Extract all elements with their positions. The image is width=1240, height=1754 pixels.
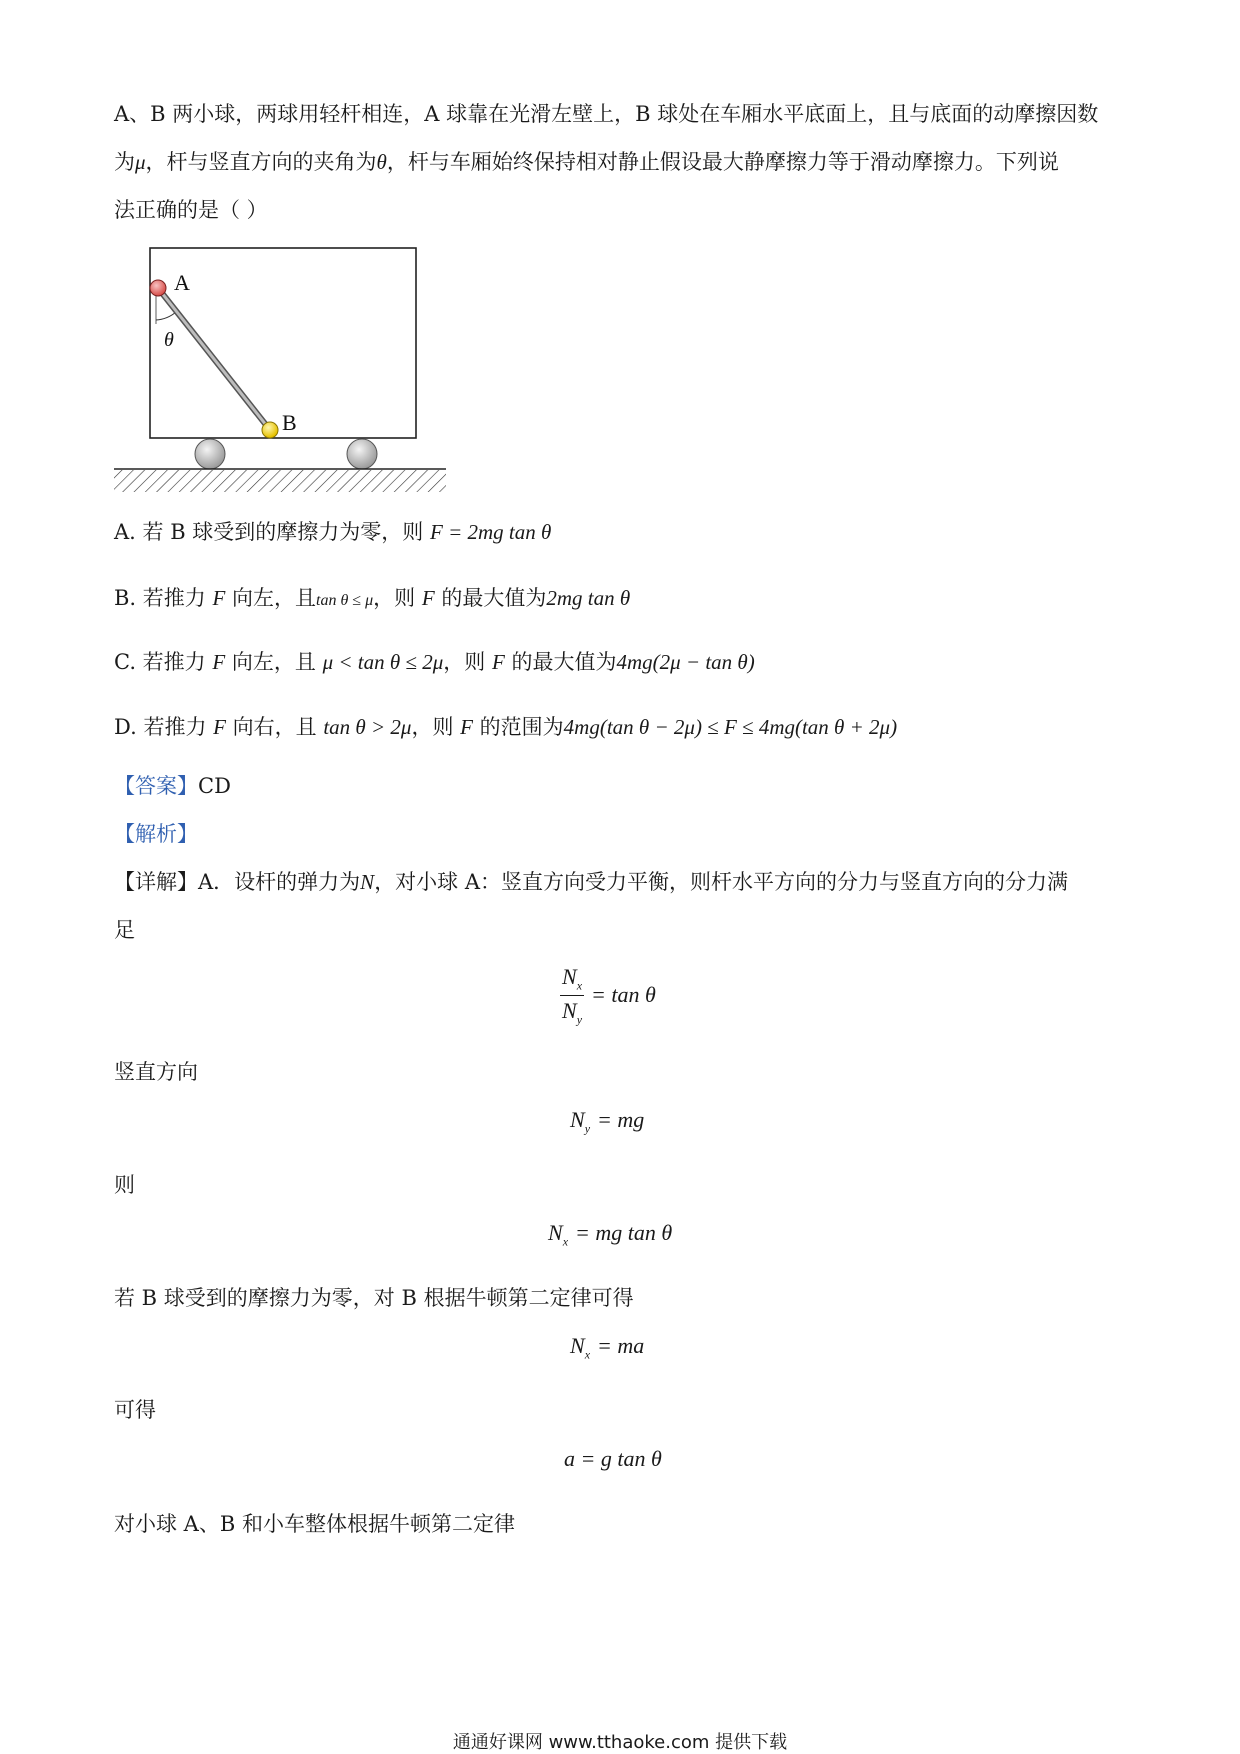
stem-text: ，杆与车厢始终保持相对静止假设最大静摩擦力等于滑动摩擦力。下列说: [386, 150, 1059, 174]
text-then: 则: [114, 1173, 135, 1197]
option-a: A. 若 B 球受到的摩擦力为零，则 F = 2mg tan θ: [114, 520, 552, 544]
option-d: D. 若推力 F 向右，且 tan θ > 2μ，则 F 的范围为4mg(tan θ − 2μ) ≤ F ≤ 4mg(tan θ + 2μ): [114, 715, 898, 739]
question-stem-line-2: [114, 146, 1059, 176]
text-last: 对小球 A、B 和小车整体根据牛顿第二定律: [114, 1512, 515, 1536]
equation-3: $N_x$ = mg tan θ: [548, 1220, 673, 1249]
stem-text: 为: [114, 150, 135, 174]
ground-hatch: [114, 470, 446, 492]
option-b-condition: tan θ ≤ μ: [316, 592, 374, 609]
answer-value: CD: [198, 774, 231, 798]
ball-a: [150, 280, 166, 296]
detail-line-2: 足: [114, 918, 135, 942]
theta-symbol: θ: [376, 150, 387, 174]
question-stem-line-1: A、B 两小球，两球用轻杆相连，A 球靠在光滑左壁上，B 球处在车厢水平底面上，且与底面的动摩擦因数: [114, 102, 1099, 126]
wheel-left: [195, 439, 225, 469]
equation-4: $N_x$ = ma: [570, 1333, 645, 1362]
mu-symbol: μ: [135, 150, 146, 174]
option-c-formula: 4mg(2μ − tan θ): [616, 650, 755, 674]
stem-text: ，杆与竖直方向的夹角为: [145, 150, 377, 174]
option-b-formula: 2mg tan θ: [546, 586, 631, 610]
cart-rod-figure: [110, 244, 460, 494]
wheel-right: [347, 439, 377, 469]
text-get: 可得: [114, 1398, 156, 1422]
text-vertical-direction: 竖直方向: [114, 1060, 198, 1084]
analysis-label: 【解析】: [114, 822, 198, 846]
detail-label: 【详解】: [114, 870, 198, 894]
ball-b: [262, 422, 278, 438]
answer-label: 【答案】: [114, 774, 198, 798]
answer-line: [114, 770, 231, 800]
option-d-formula: 4mg(tan θ − 2μ) ≤ F ≤ 4mg(tan θ + 2μ): [563, 715, 898, 739]
text-b-zero-friction: 若 B 球受到的摩擦力为零，对 B 根据牛顿第二定律可得: [114, 1286, 634, 1310]
label-b: B: [282, 410, 297, 435]
equation-5: a = g tan θ: [564, 1446, 662, 1471]
detail-line-1: 【详解】A．设杆的弹力为N，对小球 A：竖直方向受力平衡，则杆水平方向的分力与竖直方向的分力满: [114, 870, 1069, 894]
option-b: B. 若推力 F 向左，且tan θ ≤ μ，则 F 的最大值为2mg tan θ: [114, 586, 631, 610]
option-d-condition: tan θ > 2μ: [323, 715, 412, 739]
page-footer: 通通好课网 www.tthaoke.com 提供下载: [452, 1732, 788, 1753]
option-c-condition: μ < tan θ ≤ 2μ: [322, 650, 444, 674]
label-theta: θ: [164, 329, 174, 351]
question-stem-line-3: 法正确的是（ ）: [114, 198, 268, 222]
equation-1: $\frac{N_x}{N_y}$ = tan θ: [562, 964, 656, 1027]
option-c: C. 若推力 F 向左，且 μ < tan θ ≤ 2μ，则 F 的最大值为4mg(2μ − tan θ): [114, 650, 755, 674]
option-a-formula: F = 2mg tan θ: [430, 520, 552, 544]
label-a: A: [174, 270, 190, 295]
equation-2: $N_y$ = mg: [570, 1107, 645, 1136]
